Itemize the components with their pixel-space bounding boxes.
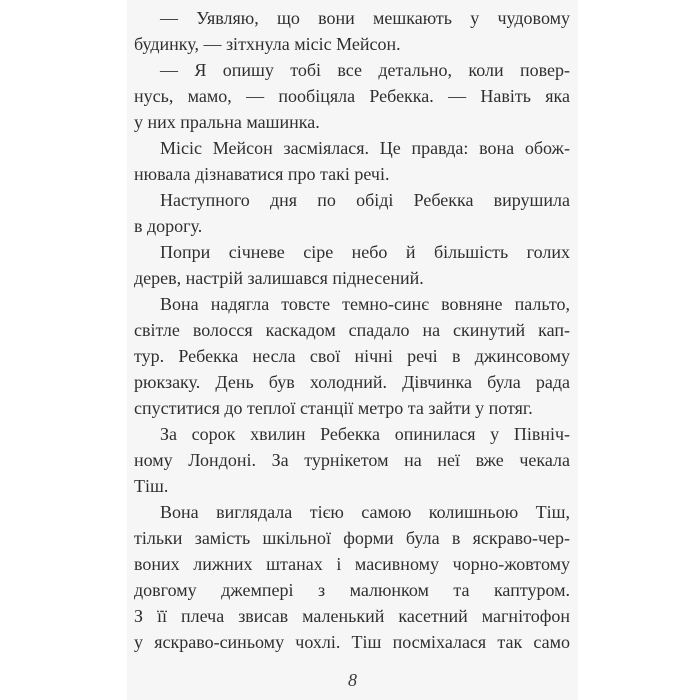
text-line: З її плеча звисав маленький касетний магнітофон <box>134 606 570 626</box>
paragraph <box>134 135 570 187</box>
paragraph <box>134 57 570 135</box>
paragraph <box>134 239 570 291</box>
text-line: — Уявляю, що вони мешкають у чудовому <box>160 8 570 28</box>
text-line: ному Лондоні. За турнікетом на неї вже чекала <box>134 450 570 470</box>
text-line: — Я опишу тобі все детально, коли повер- <box>160 60 570 80</box>
text-line: довгому джемпері з малюнком та каптуром. <box>134 580 570 600</box>
text-line: в дорогу. <box>134 216 203 236</box>
text-line: Вона надягла товсте темно-синє вовняне пальто, <box>160 294 570 314</box>
paragraph <box>134 291 570 421</box>
text-line: воних лижних штанах і масивному чорно-жовтому <box>134 554 570 574</box>
paragraph <box>134 421 570 499</box>
text-line: спуститися до теплої станції метро та зайти у потяг. <box>134 398 533 418</box>
paragraph <box>134 187 570 239</box>
text-line: у них пральна машинка. <box>134 112 320 132</box>
book-page <box>127 0 578 700</box>
text-line: дерев, настрій залишався піднесений. <box>134 268 424 288</box>
text-line: Місіс Мейсон засміялася. Це правда: вона обож- <box>160 138 570 158</box>
text-line: будинку, — зітхнула місіс Мейсон. <box>134 34 401 54</box>
text-line: нусь, мамо, — пообіцяла Ребекка. — Навіть яка <box>134 86 570 106</box>
text-line: Вона виглядала тією самою колишньою Тіш, <box>160 502 570 522</box>
paragraph <box>134 5 570 57</box>
text-line: За сорок хвилин Ребекка опинилася у Північ- <box>160 424 570 444</box>
text-line: тур. Ребекка несла свої нічні речі в джинсовому <box>134 346 570 366</box>
page-number: 8 <box>348 670 357 690</box>
text-line: у яскраво-синьому чохлі. Тіш посміхалася так само <box>134 632 570 652</box>
paragraph <box>134 499 570 655</box>
text-line: рюкзаку. День був холодний. Дівчинка була рада <box>134 372 570 392</box>
text-line: нювала дізнаватися про такі речі. <box>134 164 390 184</box>
text-line: світле волосся каскадом спадало на скинутий кап- <box>134 320 570 340</box>
text-line: Наступного дня по обіді Ребекка вирушила <box>160 190 570 210</box>
text-block <box>127 0 578 655</box>
text-line: тільки замість шкільної форми була в яскраво-чер- <box>134 528 570 548</box>
text-line: Попри січневе сіре небо й більшість голих <box>160 242 570 262</box>
text-line: Тіш. <box>134 476 169 496</box>
